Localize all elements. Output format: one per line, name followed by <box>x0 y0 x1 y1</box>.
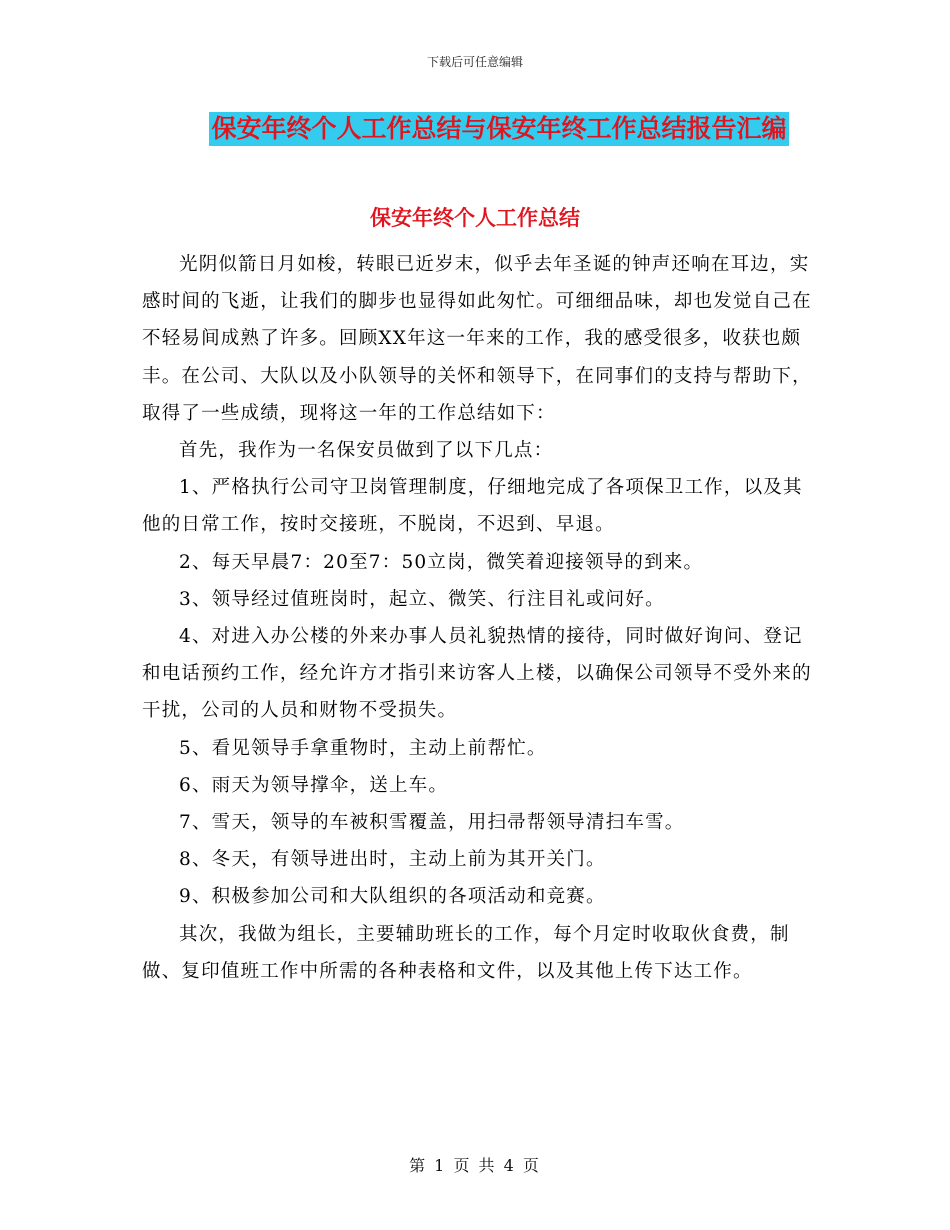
page-number-footer: 第 1 页 共 4 页 <box>409 1156 541 1175</box>
list-item: 2、每天早晨7：20至7：50立岗，微笑着迎接领导的到来。 <box>179 551 704 573</box>
list-item: 1、严格执行公司守卫岗管理制度，仔细地完成了各项保卫工作，以及其他的日常工作，按时交接班，不脱岗，不迟到、早退。 <box>142 477 803 536</box>
list-item: 7、雪天，领导的车被积雪覆盖，用扫帚帮领导清扫车雪。 <box>179 812 685 834</box>
main-title-container <box>0 112 950 146</box>
document-body <box>142 246 820 990</box>
list-item: 6、雨天为领导撑伞，送上车。 <box>179 774 449 796</box>
paragraph: 光阴似箭日月如梭，转眼已近岁末，似乎去年圣诞的钟声还响在耳边，实感时间的飞逝，让我们的脚步也显得如此匆忙。可细细品味，却也发觉自己在不轻易间成熟了许多。回顾XX年这一年来的工作，我的感受很多，收获也颇丰。在公司、大队以及小队领导的关怀和领导下，在同事们的支持与帮助下，取得了一些成绩，现将这一年的工作总结如下： <box>142 254 812 424</box>
list-item: 4、对进入办公楼的外来办事人员礼貌热情的接待，同时做好询问、登记和电话预约工作，经允许方才指引来访客人上楼，以确保公司领导不受外来的干扰，公司的人员和财物不受损失。 <box>142 626 812 722</box>
header-note: 下载后可任意编辑 <box>426 55 523 69</box>
paragraph: 首先，我作为一名保安员做到了以下几点： <box>179 440 554 462</box>
list-item: 5、看见领导手拿重物时，主动上前帮忙。 <box>179 737 547 759</box>
section-title: 保安年终个人工作总结 <box>370 206 580 230</box>
paragraph: 其次，我做为组长，主要辅助班长的工作，每个月定时收取伙食费，制做、复印值班工作中所需的各种表格和文件，以及其他上传下达工作。 <box>142 923 790 982</box>
main-title: 保安年终个人工作总结与保安年终工作总结报告汇编 <box>209 112 788 146</box>
list-item: 9、积极参加公司和大队组织的各项活动和竞赛。 <box>179 886 606 908</box>
list-item: 8、冬天，有领导进出时，主动上前为其开关门。 <box>179 849 606 871</box>
list-item: 3、领导经过值班岗时，起立、微笑、行注目礼或问好。 <box>179 588 665 610</box>
